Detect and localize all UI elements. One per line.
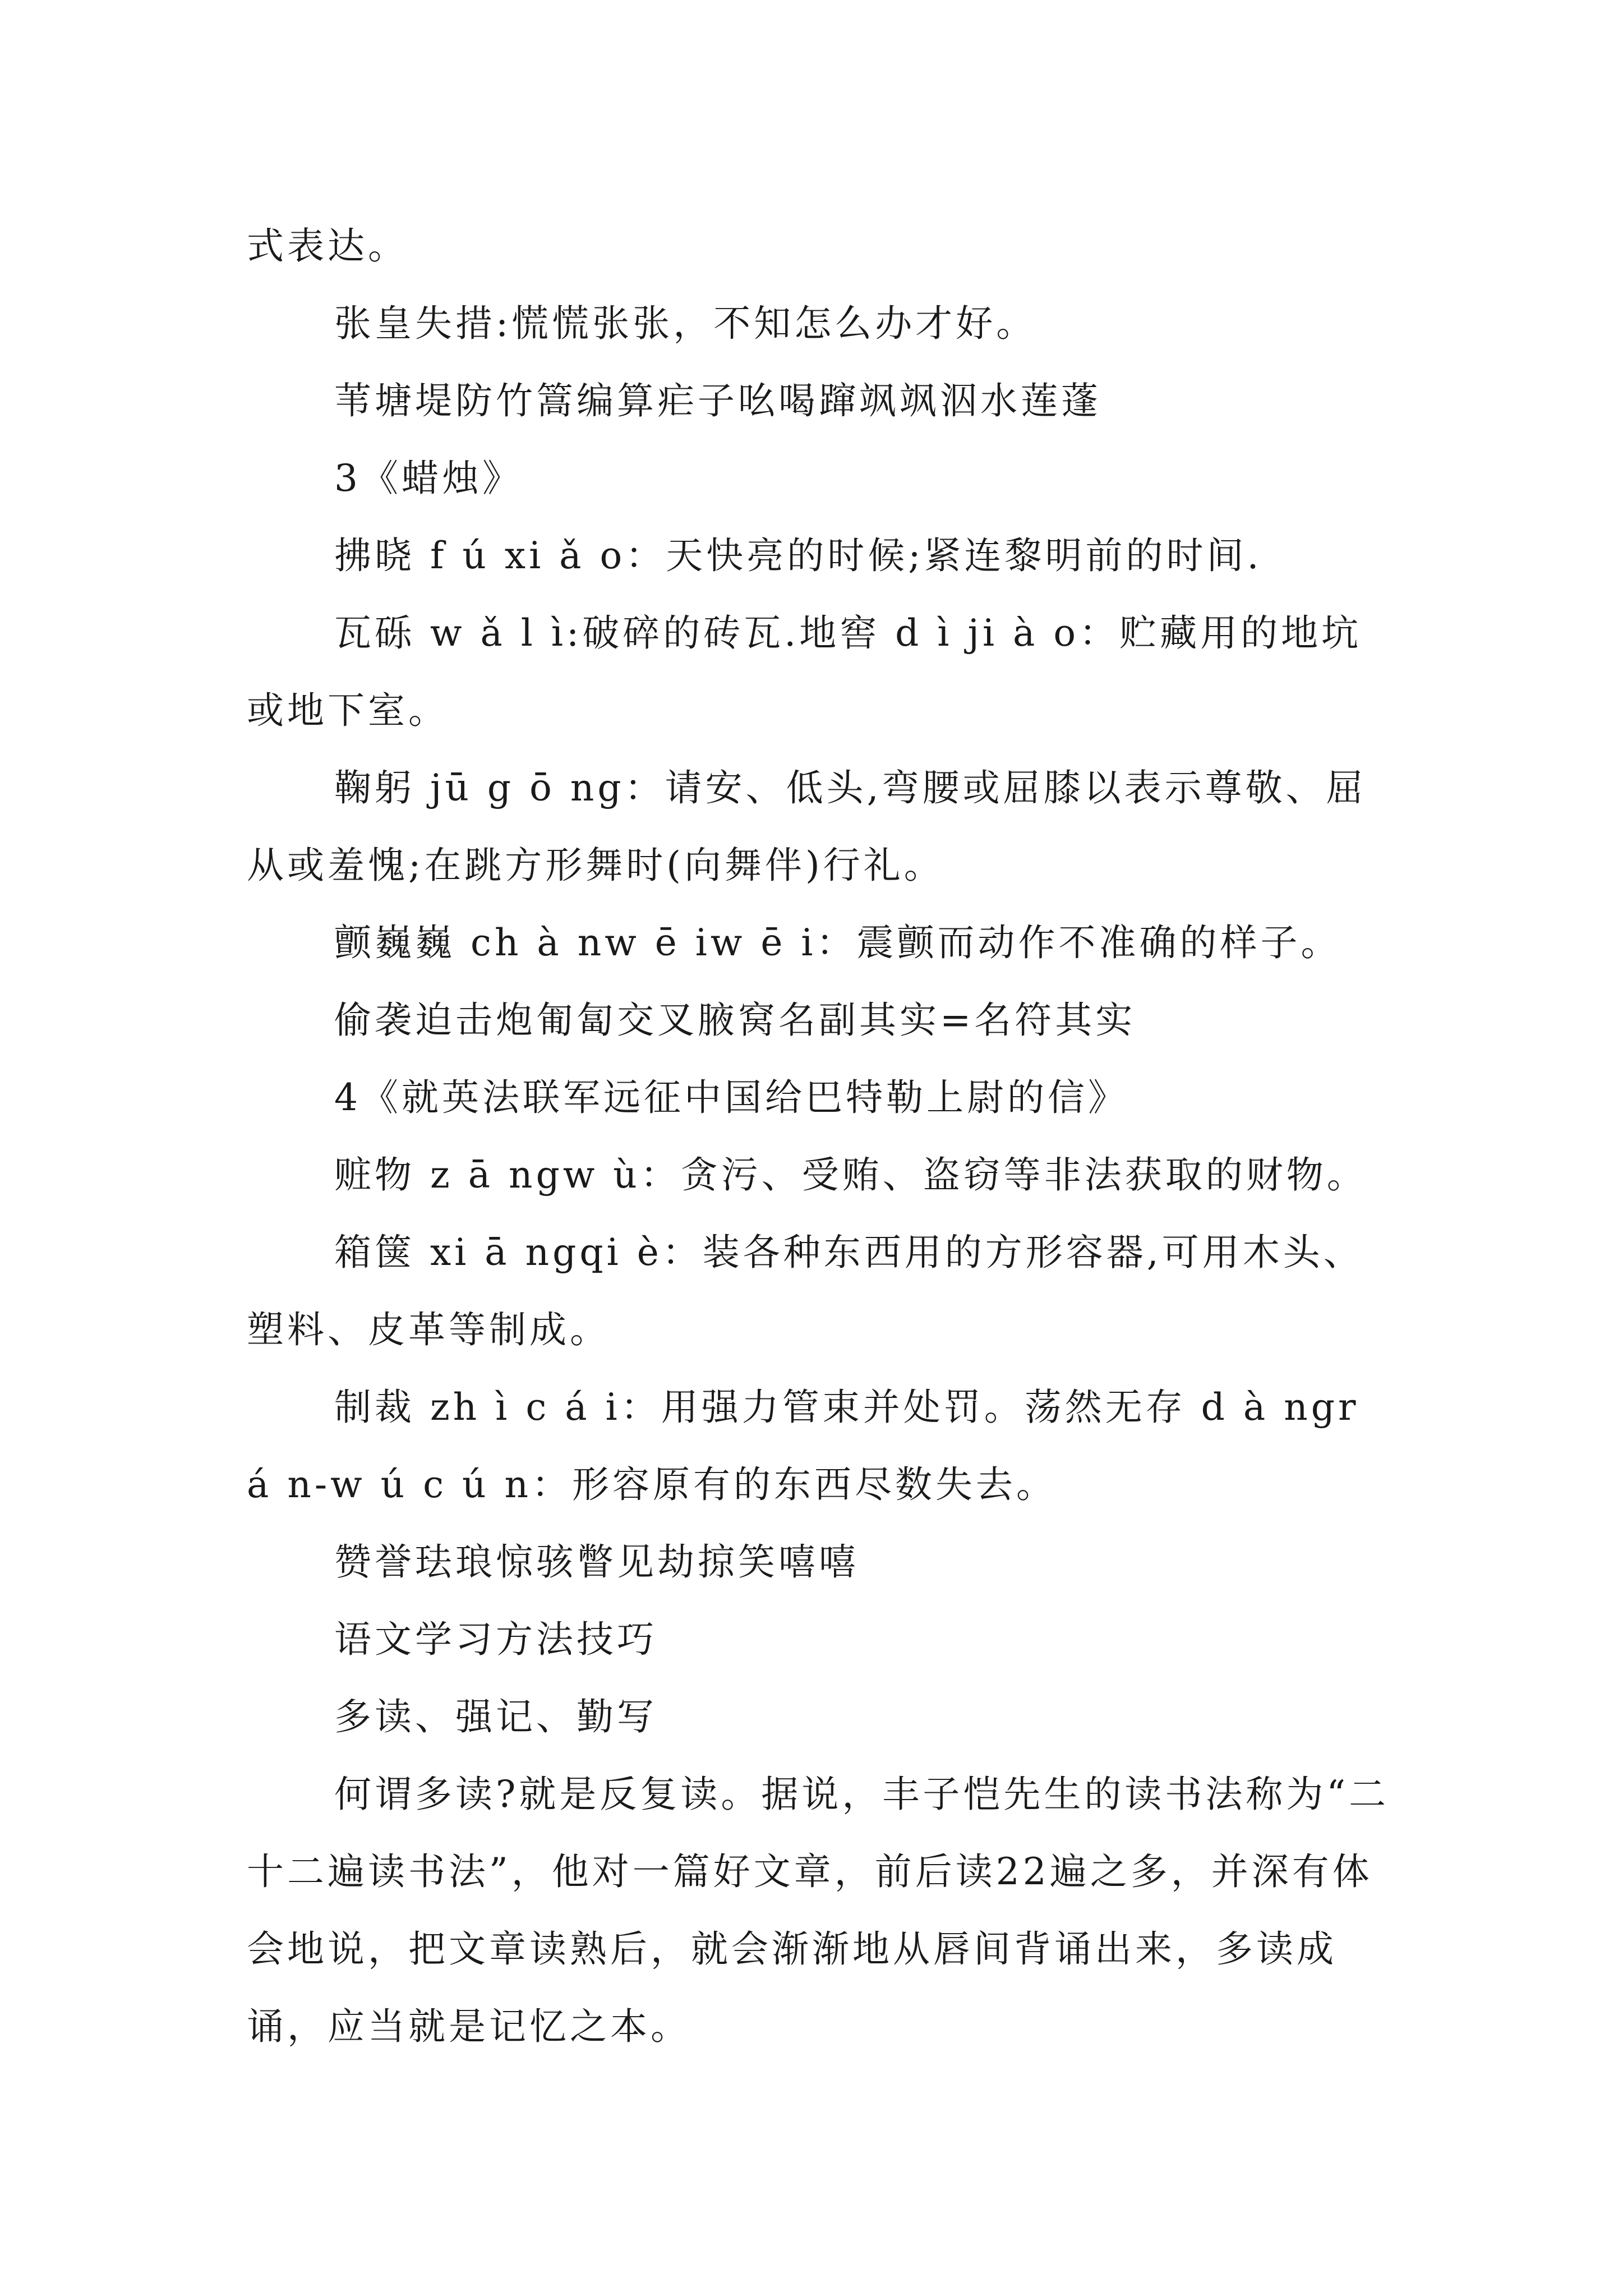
paragraph-definition: 瓦砾 w ǎ l ì:破碎的砖瓦.地窖 d ì ji à o：贮藏用的地坑或地下室。 <box>247 611 1362 732</box>
paragraph-heading: 语文学习方法技巧 <box>334 1618 657 1661</box>
paragraph-word-list: 赞誉珐琅惊骇瞥见劫掠笑嘻嘻 <box>334 1540 859 1584</box>
paragraph-subheading: 多读、强记、勤写 <box>334 1695 657 1738</box>
paragraph-continuation: 式表达。 <box>247 224 408 268</box>
paragraph-definition: 箱箧 xi ā ngqi è：装各种东西用的方形容器,可用木头、塑料、皮革等制成。 <box>247 1231 1364 1351</box>
paragraph-word-list: 苇塘堤防竹篙编算疟子吆喝蹿飒飒泅水莲蓬 <box>334 379 1101 422</box>
paragraph-section-heading: 3《蜡烛》 <box>334 457 523 500</box>
paragraph-definition: 赃物 z ā ngw ù：贪污、受贿、盗窃等非法获取的财物。 <box>334 1153 1367 1197</box>
paragraph-definition: 制裁 zh ì c á i：用强力管束并处罚。荡然无存 d à ngr á n-w ú c ú n：形容原有的东西尽数失去。 <box>247 1386 1359 1506</box>
paragraph-definition: 鞠躬 jū g ō ng：请安、低头,弯腰或屈膝以表示尊敬、屈从或羞愧;在跳方形舞时(向舞伴)行礼。 <box>247 766 1367 887</box>
paragraph-definition: 张皇失措:慌慌张张，不知怎么办才好。 <box>334 302 1037 345</box>
paragraph-word-list: 偷袭迫击炮匍匐交叉腋窝名副其实=名符其实 <box>334 999 1136 1042</box>
paragraph-section-heading: 4《就英法联军远征中国给巴特勒上尉的信》 <box>334 1076 1128 1119</box>
paragraph-definition: 拂晓 f ú xi ǎ o：天快亮的时候;紧连黎明前的时间. <box>334 534 1262 577</box>
body-text <box>247 208 1391 2065</box>
paragraph-definition: 颤巍巍 ch à nw ē iw ē i：震颤而动作不准确的样子。 <box>334 921 1341 964</box>
paragraph-body: 何谓多读?就是反复读。据说，丰子恺先生的读书法称为“二十二遍读书法”，他对一篇好文章，前后读22遍之多，并深有体会地说，把文章读熟后，就会渐渐地从唇间背诵出来，多读成诵，应当就是记忆之本。 <box>247 1773 1390 2048</box>
